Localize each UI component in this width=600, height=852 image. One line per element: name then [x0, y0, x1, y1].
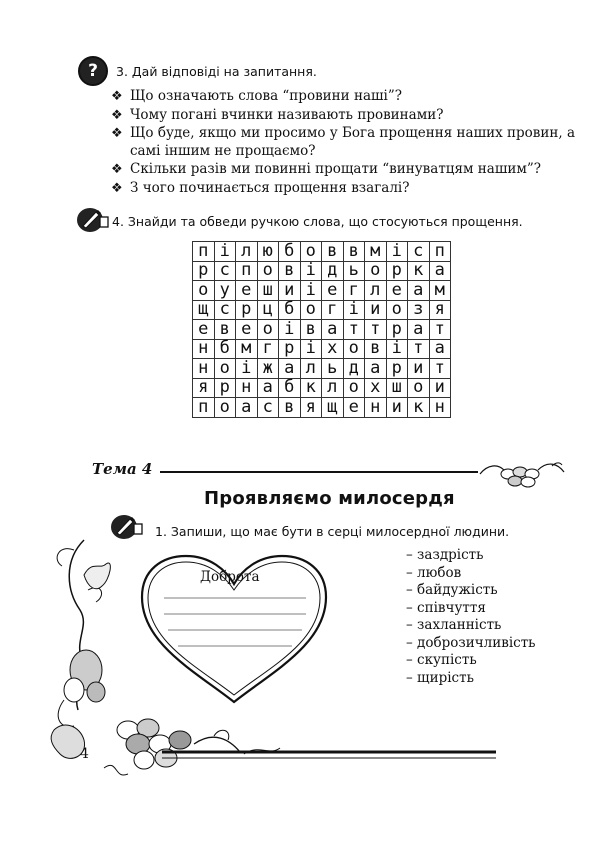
grid-cell[interactable]: о [343, 339, 365, 359]
grid-cell[interactable]: с [214, 300, 236, 320]
list-item: ❖ Скільки разів ми повинні прощати “винуватцям нашим”? [111, 161, 542, 177]
grid-cell[interactable]: і [214, 242, 236, 262]
grid-row [193, 378, 451, 398]
grid-row [193, 242, 451, 262]
grid-row [193, 261, 451, 281]
grid-cell[interactable]: е [193, 320, 215, 340]
grid-cell[interactable]: а [408, 320, 430, 340]
grid-cell[interactable]: т [343, 320, 365, 340]
list-item: – любов [406, 564, 462, 581]
list-item: ❖ Чому погані вчинки називають провинами? [111, 106, 444, 123]
grid-cell[interactable]: г [322, 300, 344, 320]
grid-cell[interactable]: п [193, 242, 215, 262]
list-item: – доброзичливість [406, 634, 536, 651]
grid-cell[interactable]: в [300, 320, 322, 340]
grid-cell[interactable]: о [386, 300, 408, 320]
grid-cell[interactable]: м [429, 281, 451, 301]
grid-cell[interactable]: о [214, 398, 236, 418]
grid-cell[interactable]: б [279, 242, 301, 262]
grid-cell[interactable]: м [365, 242, 387, 262]
grid-cell[interactable]: р [279, 339, 301, 359]
grid-cell[interactable]: р [236, 300, 258, 320]
grid-cell[interactable]: і [343, 300, 365, 320]
grid-cell[interactable]: с [257, 398, 279, 418]
grid-cell[interactable]: р [214, 378, 236, 398]
grid-cell[interactable]: і [386, 339, 408, 359]
grid-cell[interactable]: о [257, 261, 279, 281]
grid-cell[interactable]: ю [257, 242, 279, 262]
diamond-bullet-icon: ❖ [111, 180, 123, 196]
grid-cell[interactable]: я [429, 300, 451, 320]
list-item: – скупість [406, 652, 477, 668]
grid-cell[interactable]: е [236, 281, 258, 301]
grid-row [193, 359, 451, 379]
task3-title: 3. Дай відповіді на запитання. [116, 64, 317, 79]
grid-cell[interactable]: е [236, 320, 258, 340]
grid-cell[interactable]: в [279, 261, 301, 281]
grid-cell[interactable]: и [279, 281, 301, 301]
grid-cell[interactable]: б [279, 300, 301, 320]
grid-cell[interactable]: і [300, 261, 322, 281]
word-search-grid [192, 241, 451, 418]
grid-cell[interactable]: н [193, 359, 215, 379]
question-list [108, 88, 578, 198]
grid-cell[interactable]: щ [193, 300, 215, 320]
list-item: ❖ Що означають слова “провини наші”? [111, 88, 403, 104]
grid-row [193, 320, 451, 340]
grid-cell[interactable]: в [279, 398, 301, 418]
grid-cell[interactable]: и [386, 398, 408, 418]
grid-cell[interactable]: и [365, 300, 387, 320]
grid-cell[interactable]: б [279, 378, 301, 398]
grid-cell[interactable]: х [322, 339, 344, 359]
question-icon: ? [78, 56, 108, 86]
grid-cell[interactable]: а [257, 378, 279, 398]
grid-cell[interactable]: а [236, 398, 258, 418]
grid-cell[interactable]: л [322, 378, 344, 398]
grid-row [193, 300, 451, 320]
grid-cell[interactable]: ц [257, 300, 279, 320]
grid-row [193, 398, 451, 418]
grid-cell[interactable]: о [343, 378, 365, 398]
grid-cell[interactable]: м [236, 339, 258, 359]
grid-cell[interactable]: ш [386, 378, 408, 398]
grid-cell[interactable]: л [365, 281, 387, 301]
grid-cell[interactable]: в [322, 242, 344, 262]
grid-cell[interactable]: і [300, 339, 322, 359]
grid-cell[interactable]: в [214, 320, 236, 340]
grid-cell[interactable]: о [408, 378, 430, 398]
task4-title: 4. Знайди та обведи ручкою слова, що стосуються прощення. [112, 214, 523, 229]
heart-word: Доброта [200, 569, 260, 585]
list-item: – заздрість [406, 547, 484, 563]
grid-cell[interactable]: а [322, 320, 344, 340]
grid-cell[interactable]: с [214, 261, 236, 281]
grid-cell[interactable]: е [322, 281, 344, 301]
grid-cell[interactable]: н [365, 398, 387, 418]
grid-cell[interactable]: п [236, 261, 258, 281]
grid-cell[interactable]: ш [257, 281, 279, 301]
list-item: – байдужість [406, 582, 498, 598]
grid-cell[interactable]: в [365, 339, 387, 359]
grid-cell[interactable]: р [386, 261, 408, 281]
grid-cell[interactable]: х [365, 378, 387, 398]
grid-cell[interactable]: к [408, 398, 430, 418]
grid-cell[interactable]: н [429, 398, 451, 418]
grid-cell[interactable]: я [193, 378, 215, 398]
grid-cell[interactable]: п [429, 242, 451, 262]
grid-cell[interactable]: а [429, 339, 451, 359]
grid-cell[interactable]: о [193, 281, 215, 301]
grid-cell[interactable]: т [365, 320, 387, 340]
grid-cell[interactable]: і [386, 242, 408, 262]
grid-cell[interactable]: д [322, 261, 344, 281]
page-title: Проявляємо милосердя [204, 488, 455, 509]
grid-cell[interactable]: і [300, 281, 322, 301]
grid-cell[interactable]: с [408, 242, 430, 262]
pencil-hand-icon [74, 205, 110, 235]
diamond-bullet-icon: ❖ [111, 162, 123, 177]
grid-cell[interactable]: и [408, 359, 430, 379]
grid-cell[interactable]: н [236, 378, 258, 398]
grid-cell[interactable]: і [236, 359, 258, 379]
grid-cell[interactable]: л [236, 242, 258, 262]
grid-cell[interactable]: ь [343, 261, 365, 281]
grid-cell[interactable]: а [408, 281, 430, 301]
list-item: ❖ З чого починається прощення взагалі? [111, 179, 410, 196]
grid-cell[interactable]: а [365, 359, 387, 379]
grid-cell[interactable]: г [343, 281, 365, 301]
grid-cell[interactable]: т [429, 320, 451, 340]
grid-cell[interactable]: а [429, 261, 451, 281]
grid-cell[interactable]: к [408, 261, 430, 281]
grid-cell[interactable]: т [429, 359, 451, 379]
task1-title: 1. Запиши, що має бути в серці милосердної людини. [155, 524, 510, 539]
grid-cell[interactable]: г [257, 339, 279, 359]
grid-cell[interactable]: і [279, 320, 301, 340]
grid-cell[interactable]: о [365, 261, 387, 281]
diamond-bullet-icon: ❖ [111, 89, 123, 104]
grid-cell[interactable]: и [429, 378, 451, 398]
grid-cell[interactable]: р [386, 359, 408, 379]
grid-cell[interactable]: р [193, 261, 215, 281]
grid-row [193, 281, 451, 301]
grid-cell[interactable]: ь [322, 359, 344, 379]
grid-cell[interactable]: ж [257, 359, 279, 379]
grapevine-ornament-icon [44, 530, 504, 790]
grid-cell[interactable]: щ [322, 398, 344, 418]
grid-cell[interactable]: е [343, 398, 365, 418]
grid-row [193, 339, 451, 359]
grid-cell[interactable]: о [300, 242, 322, 262]
list-item: – співчуття [406, 599, 486, 616]
grid-cell[interactable]: о [257, 320, 279, 340]
list-item: – захланність [406, 617, 502, 633]
grid-cell[interactable]: к [300, 378, 322, 398]
topic-label: Тема 4 [92, 460, 153, 478]
grapes-ornament-icon [478, 456, 566, 490]
grid-cell[interactable]: д [343, 359, 365, 379]
grid-cell[interactable]: н [193, 339, 215, 359]
grid-cell[interactable]: п [193, 398, 215, 418]
grid-cell[interactable]: в [343, 242, 365, 262]
grid-cell[interactable]: е [386, 281, 408, 301]
grid-cell[interactable]: у [214, 281, 236, 301]
page-number: 4 [80, 746, 89, 762]
divider [160, 471, 478, 473]
grid-cell[interactable]: р [386, 320, 408, 340]
list-item: – щирість [406, 669, 474, 686]
grid-cell[interactable]: т [408, 339, 430, 359]
diamond-bullet-icon: ❖ [111, 126, 123, 141]
grid-cell[interactable]: л [300, 359, 322, 379]
list-item: ❖ Що буде, якщо ми просимо у Бога прощення наших провин, а самі іншим не прощаємо? [111, 125, 576, 159]
grid-cell[interactable]: я [300, 398, 322, 418]
grid-cell[interactable]: з [408, 300, 430, 320]
grid-cell[interactable]: б [214, 339, 236, 359]
diamond-bullet-icon: ❖ [111, 107, 123, 123]
grid-cell[interactable]: о [214, 359, 236, 379]
grid-cell[interactable]: о [300, 300, 322, 320]
grid-cell[interactable]: а [279, 359, 301, 379]
